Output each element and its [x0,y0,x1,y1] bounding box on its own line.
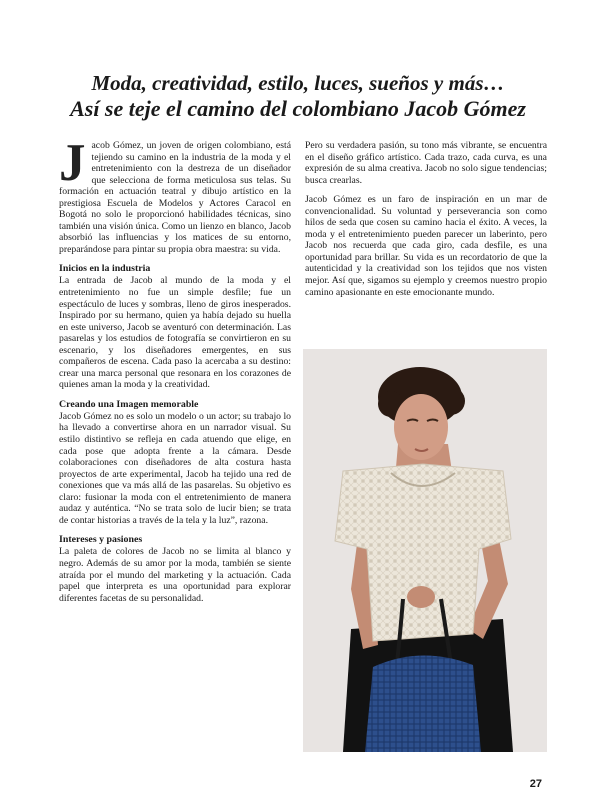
title-line-1: Moda, creatividad, estilo, luces, sueños y más… [91,71,505,95]
model-photo [303,349,547,752]
drop-cap: J [59,134,86,192]
intro-paragraph [59,134,291,255]
right-paragraph-1: Pero su verdadera pasión, su tono más vibrante, se encuentra en el diseño gráfico artístico. Cada trazo, cada curva, es una expresión de su alma creativa. Jacob no solo sigue tendencias; busca crearlas. [305,140,547,186]
section-heading-inicios: Inicios en la industria [59,263,151,275]
section-body-inicios: La entrada de Jacob al mundo de la moda y el entretenimiento no fue un simple desfile; fue un espectáculo de luces y sombras, lleno de giros inesperados. Inspirado por su hermano, quien ya había dejado su huella en este universo, Jacob se aventuró con determinación. Las pasarelas y los estudios de fotografía se convirtieron en su escenario, y los diseñadores emergentes, en sus compañeros de escena. Cada paso la acercaba a su destino: crear una marca personal que resonara en los corazones de quienes aman la moda y la creatividad. [59,275,291,391]
section-body-intereses: La paleta de colores de Jacob no se limita al blanco y negro. Además de su amor por la moda, también se siente atraída por el mundo del marketing y la actuación. Cada papel que interpreta es una oportunidad para explorar diferentes facetas de su personalidad. [59,546,291,604]
section-heading-imagen: Creando una Imagen memorable [59,398,199,410]
page-number: 27 [529,778,542,790]
section-heading-intereses: Intereses y pasiones [59,534,143,546]
section-body-imagen: Jacob Gómez no es solo un modelo o un actor; su trabajo lo ha llevado a convertirse ahora en un narrador visual. Su estilo distintivo se refleja en cada atuendo que elige, en cada pose que adopta frente a la cámara. Desde colaboraciones con diseñadores de alta costura hasta proyectos de arte experimental, Jacob ha tejido una red de conexiones que va más allá de las pasarelas. Su objetivo es claro: fusionar la moda con el entretenimiento de manera audaz y auténtica. “No se trata solo de lucir bien; se trata de contar historias a través de la tela y la luz”, razona. [59,410,291,526]
left-column [59,134,291,612]
title-line-2: Así se teje el camino del colombiano Jacob Gómez [70,96,526,121]
article-title [40,70,556,122]
right-paragraph-2: Jacob Gómez es un faro de inspiración en un mar de convencionalidad. Su voluntad y perseverancia son como hilos de seda que cosen su camino hacia el éxito. A veces, la moda y el entretenimiento pueden parecer un laberinto, pero Jacob nos recuerda que cada giro, cada desfile, es una oportunidad para brillar. Su vida es un recordatorio de que la autenticidad y la creatividad son los tejidos que nos visten mejor. Así que, sigamos su ejemplo y creemos nuestro propio camino apasionante en este emocionante mundo. [305,194,547,298]
model-photo-illustration [303,349,547,752]
intro-text: acob Gómez, un joven de origen colombiano, está tejiendo su camino en la industria de la moda y el entretenimiento con la destreza de un diseñador que selecciona de forma meticulosa sus telas. Su formación en actuación teatral y dibujo artístico en la prestigiosa Escuela de Modelos y Actores Caracol en Bogotá no solo le proporcionó habilidades técnicas, sino también una visión única. Como un lienzo en blanco, Jacob absorbió las influencias y los matices de su entorno, preparándose para pintar su propia obra maestra: su vida. [59,140,291,255]
right-column [305,140,547,306]
